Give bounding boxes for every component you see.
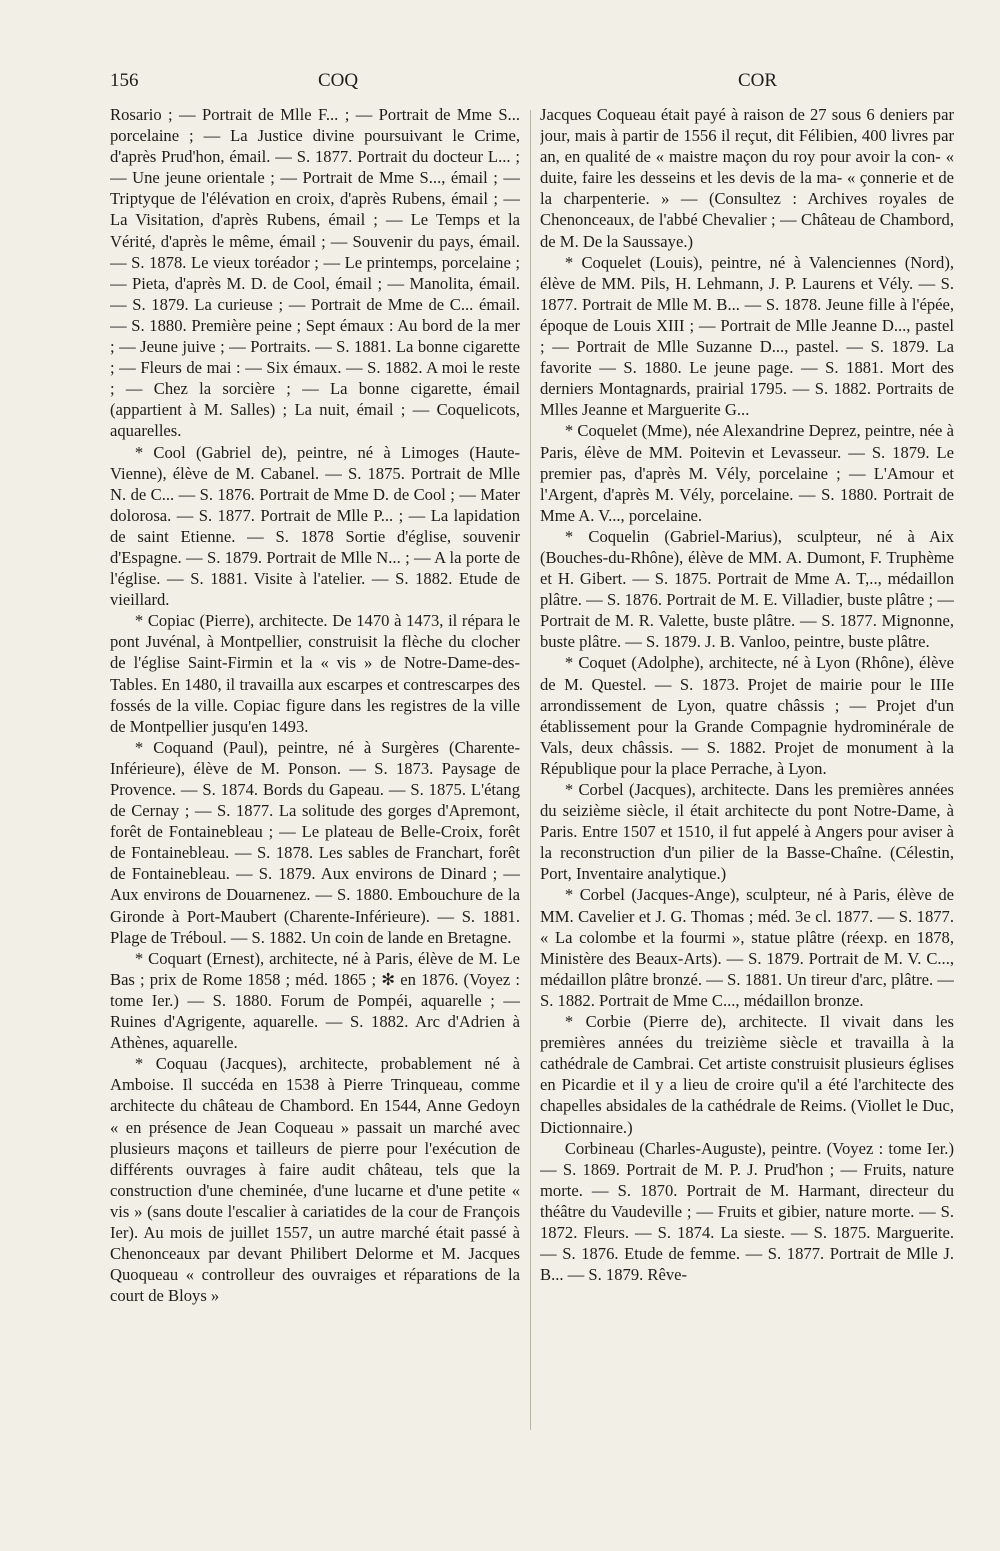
entry-paragraph: * Corbel (Jacques), architecte. Dans les premières années du seizième siècle, il était architecte du pont Notre-Dame, à Paris. Entre 1507 et 1510, il fut appelé à Angers pour aviser à la reconstruction d'un pilier de la Basse-Chaîne. (Célestin, Port, Inventaire analytique.) — [540, 780, 954, 884]
entry-paragraph: Rosario ; — Portrait de Mlle F... ; — Portrait de Mme S... porcelaine ; — La Justice divine poursuivant le Crime, d'après Prud'hon, émail. — S. 1877. Portrait du docteur L... ; — Une jeune orientale ; — Portrait de Mme S..., émail ; — Triptyque de l'élévation en croix, d'après Rubens, émail ; — La Visitation, d'après Rubens, émail ; — Le Temps et la Vérité, d'après le même, émail ; — Souvenir du pays, émail. — S. 1878. Le vieux toréador ; — Le printemps, porcelaine ; — Pieta, d'après M. D. de Cool, émail ; — Manolita, émail. — S. 1879. La curieuse ; — Portrait de Mme de C... émail. — S. 1880. Première peine ; Sept émaux : Au bord de la mer ; — Jeune juive ; — Portraits. — S. 1881. La bonne cigarette ; — Fleurs de mai : — Six émaux. — S. 1882. A moi le reste ; — Chez la sorcière ; — La bonne cigarette, émail (appartient à M. Salles) ; La nuit, émail ; — Coquelicots, aquarelles. — [110, 105, 520, 441]
entry-paragraph: * Copiac (Pierre), architecte. De 1470 à 1473, il répara le pont Juvénal, à Montpellier, construisit la flèche du clocher de l'église Saint-Firmin et la « vis » de Notre-Dame-des-Tables. En 1480, il travailla aux escarpes et contrescarpes des fossés de la ville. Copiac figure dans les registres de la ville de Montpellier jusqu'en 1493. — [110, 611, 520, 736]
entry-paragraph: * Coquet (Adolphe), architecte, né à Lyon (Rhône), élève de M. Questel. — S. 1873. Projet de mairie pour le IIIe arrondissement de Lyon, quatre châssis ; — Projet d'un établissement pour la Grande Compagnie hydrominérale de Vals, deux châssis. — S. 1882. Projet de monument à la République pour la place Perrache, à Lyon. — [540, 653, 954, 778]
entry-paragraph: * Coquau (Jacques), architecte, probablement né à Amboise. Il succéda en 1538 à Pierre Trinqueau, comme architecte du château de Chambord. En 1544, Anne Gedoyn « en présence de Jean Coqueau » passait un marché avec plusieurs maçons et tailleurs de pierre pour l'exécution de différents ouvrages à faire audit château, tels que la construction d'une cheminée, d'une lucarne et d'une petite « vis » (sans doute l'escalier à cariatides de la cour de François Ier). Au mois de juillet 1557, un autre marché était passé à Chenonceaux par devant Philibert Delorme et M. Jacques Quoqueau « controlleur des ouvraiges et réparations de la court de Bloys » — [110, 1054, 520, 1306]
right-running-head: COR — [738, 70, 778, 91]
entry-paragraph: * Corbie (Pierre de), architecte. Il vivait dans les premières années du treizième siècle et travailla à la cathédrale de Cambrai. Cet artiste construisit plusieurs églises en Picardie et il y a lieu de croire qu'il a été l'architecte des chapelles absidales de la cathédrale de Reims. (Viollet le Duc, Dictionnaire.) — [540, 1012, 954, 1137]
column-divider — [530, 110, 531, 1430]
entry-paragraph: Corbineau (Charles-Auguste), peintre. (Voyez : tome Ier.) — S. 1869. Portrait de M. P. J. Prud'hon ; — Fruits, nature morte. — S. 1870. Portrait de M. Harmant, directeur du théâtre du Vaudeville ; — Fruits et gibier, nature morte. — S. 1872. Fleurs. — S. 1874. La sieste. — S. 1875. Marguerite. — S. 1876. Etude de femme. — S. 1877. Portrait de Mlle J. B... — S. 1879. Rêve- — [540, 1138, 954, 1285]
running-header — [110, 70, 962, 100]
entry-paragraph: * Cool (Gabriel de), peintre, né à Limoges (Haute-Vienne), élève de M. Cabanel. — S. 1875. Portrait de Mlle N. de C... — S. 1876. Portrait de Mme D. de Cool ; — Mater dolorosa. — S. 1877. Portrait de Mlle P... ; — La lapidation de saint Etienne. — S. 1878 Sortie d'église, souvenir d'Espagne. — S. 1879. Portrait de Mlle N... ; — A la porte de l'église. — S. 1881. Visite à l'atelier. — S. 1882. Etude de vieillard. — [110, 442, 520, 610]
entry-paragraph: * Coquelet (Mme), née Alexandrine Deprez, peintre, née à Paris, élève de MM. Poitevin et Levasseur. — S. 1879. Le premier pas, d'après M. Vély, porcelaine ; — L'Amour et l'Argent, d'après M. Vély, porcelaine. — S. 1880. Portrait de Mme A. V..., porcelaine. — [540, 421, 954, 525]
left-column — [110, 104, 520, 1514]
entry-paragraph: * Coquand (Paul), peintre, né à Surgères (Charente-Inférieure), élève de M. Ponson. — S. 1873. Paysage de Provence. — S. 1874. Bords du Gapeau. — S. 1875. L'étang de Cernay ; — S. 1877. La solitude des gorges d'Apremont, forêt de Fontainebleau ; — Le plateau de Belle-Croix, forêt de Fontainebleau. — S. 1878. Les sables de Franchart, forêt de Fontainebleau. — S. 1879. Aux environs de Dinard ; — Aux environs de Douarnenez. — S. 1880. Embouchure de la Gironde à Port-Maubert (Charente-Inférieure). — S. 1881. Plage de Tréboul. — S. 1882. Un coin de lande en Bretagne. — [110, 737, 520, 947]
page-number: 156 — [110, 70, 139, 91]
entry-paragraph: * Corbel (Jacques-Ange), sculpteur, né à Paris, élève de MM. Cavelier et J. G. Thomas ; méd. 3e cl. 1877. — S. 1877. « La colombe et la fourmi », statue plâtre (réexp. en 1878, Ministère des Beaux-Arts). — S. 1879. Portrait de M. V. C..., médaillon plâtre bronzé. — S. 1881. Un tireur d'arc, plâtre. — S. 1882. Portrait de Mme C..., médaillon bronze. — [540, 885, 954, 1010]
entry-paragraph: Jacques Coqueau était payé à raison de 27 sous 6 deniers par jour, mais à partir de 1556 il reçut, dit Félibien, 400 livres par an, en qualité de « maistre maçon du roy pour avoir la con- « duite, faire les desseins et les devis de la ma- « çonnerie et de la charpenterie. » — (Consultez : Archives royales de Chenonceaux, de l'abbé Chevalier ; — Château de Chambord, de M. De la Saussaye.) — [540, 105, 954, 251]
entry-paragraph: * Coquelet (Louis), peintre, né à Valenciennes (Nord), élève de MM. Pils, H. Lehmann, J. P. Laurens et Vély. — S. 1877. Portrait de Mlle M. B... — S. 1878. Jeune fille à l'épée, époque de Louis XIII ; — Portrait de Mlle Jeanne D..., pastel ; — Portrait de Mlle Suzanne D..., pastel. — S. 1879. La favorite — S. 1880. Le jeune page. — S. 1881. Mort des derniers Montagnards, prairial 1795. — S. 1882. Portraits de Mlles Jeanne et Marguerite G... — [540, 252, 954, 420]
left-running-head: COQ — [318, 70, 359, 91]
right-column — [540, 104, 954, 1514]
entry-paragraph: * Coquelin (Gabriel-Marius), sculpteur, né à Aix (Bouches-du-Rhône), élève de MM. A. Dumont, F. Truphème et H. Gibert. — S. 1875. Portrait de Mme A. T,.., médaillon plâtre. — S. 1876. Portrait de M. E. Villadier, buste plâtre ; — Portrait de M. R. Valette, buste plâtre. — S. 1877. Mignonne, buste plâtre. — S. 1879. J. B. Vanloo, peintre, buste plâtre. — [540, 526, 954, 652]
entry-paragraph: * Coquart (Ernest), architecte, né à Paris, élève de M. Le Bas ; prix de Rome 1858 ; méd. 1865 ; ✻ en 1876. (Voyez : tome Ier.) — S. 1880. Forum de Pompéi, aquarelle ; — Ruines d'Agrigente, aquarelle. — S. 1882. Arc d'Adrien à Athènes, aquarelle. — [110, 948, 520, 1053]
